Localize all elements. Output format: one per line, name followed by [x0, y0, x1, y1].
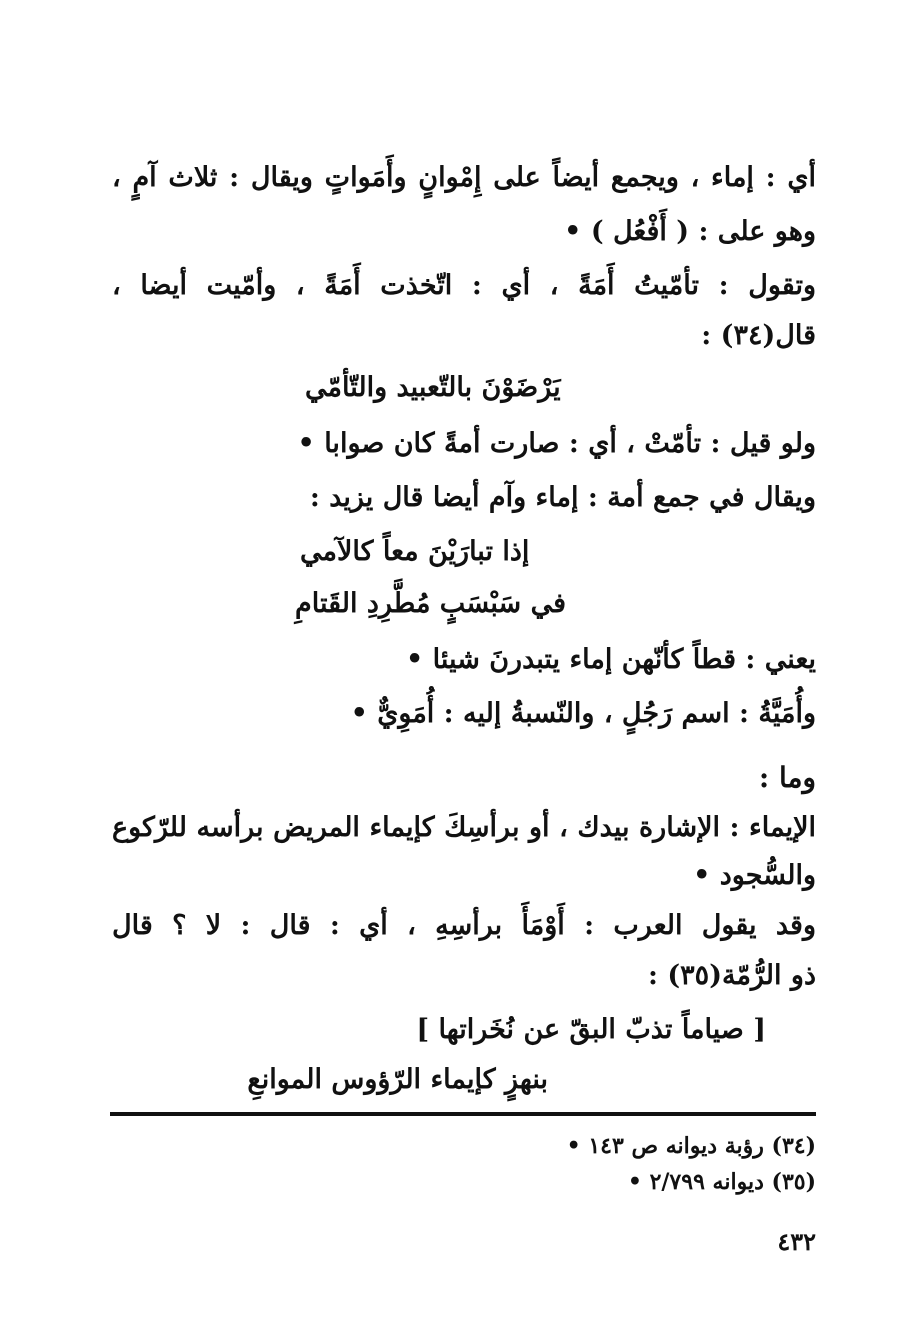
text-line-11: وقد يقول العرب : أَوْمَأَ برأسِهِ ، أي : قال : لا ؟ قال [112, 910, 816, 941]
text-line-8: وأُمَيَّةُ : اسم رَجُلٍ ، والنّسبةُ إليه : أُمَوِيٌّ • [350, 698, 816, 729]
verse-line-4: [ صياماً تذبّ البقّ عن نُخَراتها ] [416, 1014, 766, 1045]
text-line-1: أي : إماء ، ويجمع أيضاً على إِمْوانٍ وأَمَواتٍ ويقال : ثلاث آمٍ ، [112, 162, 816, 193]
text-line-6: ويقال في جمع أمة : إماء وآم أيضا قال يزيد : [309, 482, 816, 513]
verse-line-2: إذا تبارَيْنَ معاً كالآمي [300, 536, 530, 567]
text-line-9: الإيماء : الإشارة بيدك ، أو برأسِكَ كإيماء المريض برأسه للرّكوع [112, 812, 816, 843]
text-line-5: ولو قيل : تأمّتْ ، أي : صارت أمةً كان صوابا • [297, 428, 816, 459]
verse-line-3: في سَبْسَبٍ مُطَّرِدِ القَتامِ [295, 588, 566, 619]
text-line-2: وهو على : ( أَفْعُل ) • [564, 216, 816, 247]
footnote-35: (٣٥) ديوانه ٢/٧٩٩ • [627, 1169, 816, 1195]
text-line-10: والسُّجود • [693, 860, 816, 891]
text-line-3: وتقول : تأمّيتُ أَمَةً ، أي : اتّخذت أَمَةً ، وأمّيت أيضا ، [112, 270, 816, 301]
entry-heading: وما : [758, 761, 816, 794]
page-number: ٤٣٢ [777, 1227, 816, 1256]
text-line-4: قال(٣٤) : [701, 320, 816, 351]
verse-line-5: بنهزٍ كإيماء الرّؤوس الموانعِ [247, 1064, 548, 1095]
footnote-34: (٣٤) رؤبة ديوانه ص ١٤٣ • [566, 1133, 816, 1159]
text-line-12: ذو الرُّمّة(٣٥) : [648, 960, 816, 991]
text-line-7: يعني : قطاً كأنّهن إماء يتبدرنَ شيئا • [406, 644, 816, 675]
verse-line-1: يَرْضَوْنَ بالتّعبيد والتّأمّي [305, 372, 561, 403]
footnote-divider [110, 1112, 816, 1116]
